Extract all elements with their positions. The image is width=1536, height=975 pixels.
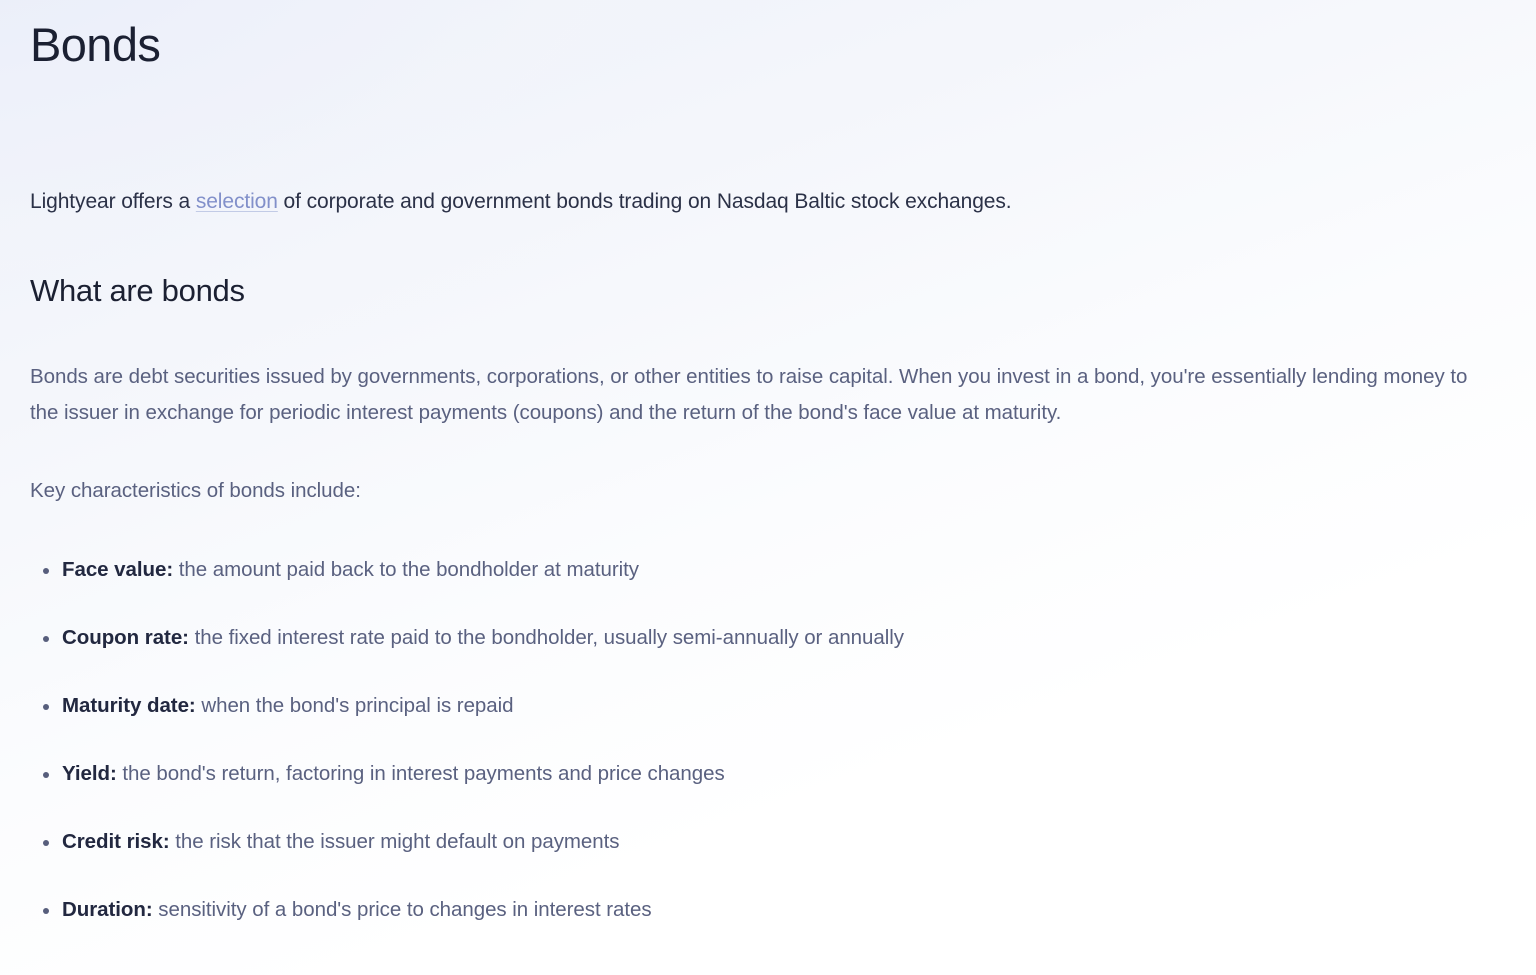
section-heading-what-are-bonds: What are bonds — [30, 273, 245, 308]
list-item-term: Duration: — [62, 898, 153, 921]
characteristics-lead-in: Key characteristics of bonds include: — [30, 479, 361, 502]
list-item — [30, 895, 1506, 925]
bullet-dot-icon — [43, 840, 49, 846]
bullet-dot-icon — [43, 636, 49, 642]
list-item — [30, 623, 1506, 653]
bullet-dot-icon — [43, 908, 49, 914]
intro-text-after-link: of corporate and government bonds trading on Nasdaq Baltic stock exchanges. — [277, 190, 1012, 213]
bullet-dot-icon — [43, 704, 49, 710]
list-item-description: the risk that the issuer might default on payments — [169, 830, 620, 853]
selection-link[interactable]: selection — [195, 190, 278, 213]
list-item-term: Yield: — [62, 762, 117, 785]
bullet-dot-icon — [43, 568, 49, 574]
intro-paragraph — [30, 186, 1506, 218]
page-title: Bonds — [30, 18, 161, 71]
list-item-description: the bond's return, factoring in interest payments and price changes — [116, 762, 725, 785]
list-item-term: Coupon rate: — [62, 626, 189, 649]
list-item-term: Maturity date: — [62, 694, 196, 717]
list-item-description: the fixed interest rate paid to the bondholder, usually semi-annually or annually — [188, 626, 904, 649]
list-item — [30, 691, 1506, 721]
list-item-description: when the bond's principal is repaid — [195, 694, 514, 717]
characteristics-list — [30, 555, 1506, 925]
list-item-description: sensitivity of a bond's price to changes in interest rates — [152, 898, 652, 921]
intro-text-before-link: Lightyear offers a — [30, 190, 196, 213]
list-item — [30, 759, 1506, 789]
list-item — [30, 827, 1506, 857]
list-item-term: Credit risk: — [62, 830, 170, 853]
bullet-dot-icon — [43, 772, 49, 778]
article-content — [30, 186, 1506, 925]
section-paragraph: Bonds are debt securities issued by governments, corporations, or other entities to raise capital. When you invest in a bond, you're essentially lending money to the issuer in exchange for periodic interest payments (coupons) and the return of the bond's face value at maturity. — [30, 365, 1468, 424]
list-item-term: Face value: — [62, 558, 174, 581]
list-item-description: the amount paid back to the bondholder at maturity — [173, 558, 639, 581]
list-item — [30, 555, 1506, 585]
